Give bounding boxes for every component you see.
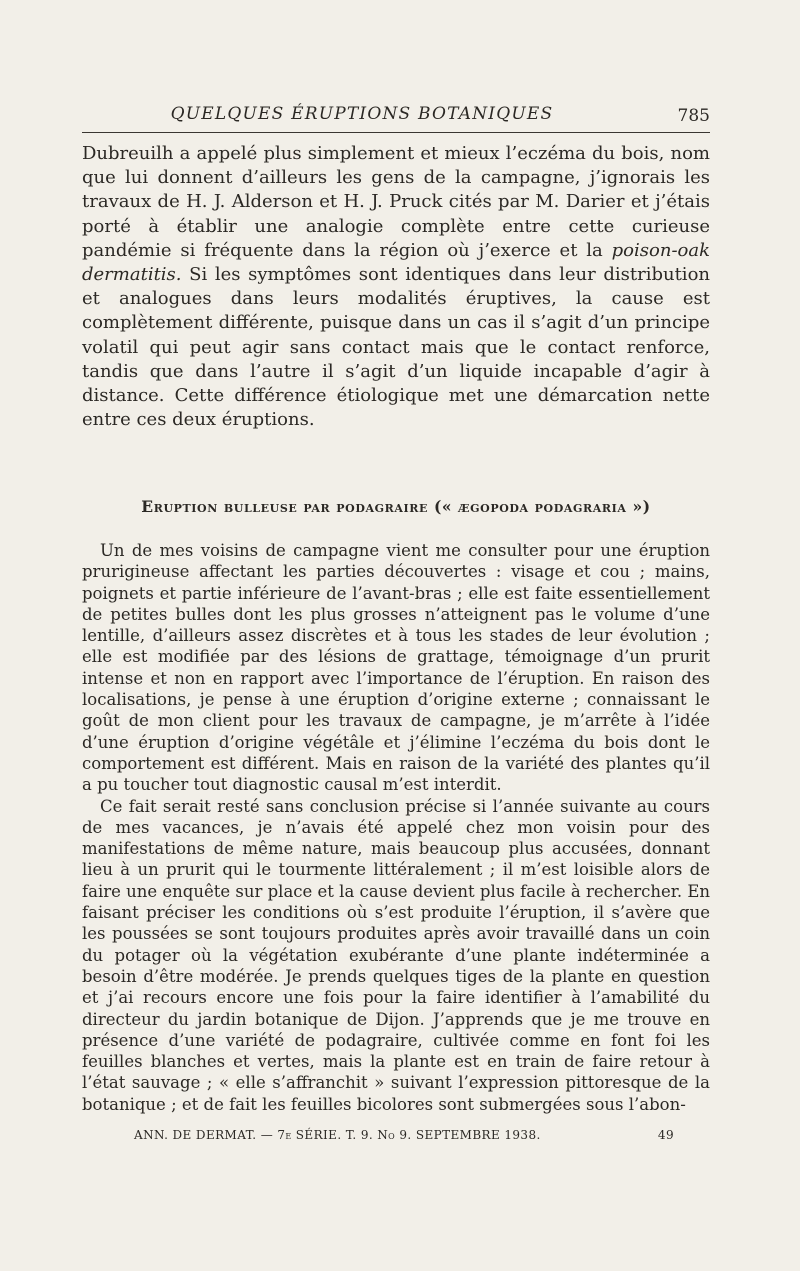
page-number: 785	[677, 106, 710, 126]
header-rule	[82, 132, 710, 133]
body-paragraph-2: Ce fait serait resté sans conclusion précise si l’année suivante au cours de mes vacances, je n’avais été appelé chez mon voisin pour des manifestations de même nature, mais beaucoup plus accusées, donnant lieu à un prurit qui le tourmente littéralement ; il m’est loisible alors de faire une enquête sur place et la cause devient plus facile à rechercher. En faisant préciser les conditions où s’est produite l’éruption, il s’avère que les poussées se sont toujours produites après avoir travaillé dans un coin du potager où la végétation exubérante d’une plante indéterminée a besoin d’être modérée. Je prends quelques tiges de la plante en question et j’ai recours encore une fois pour la faire identifier à l’amabilité du directeur du jardin botanique de Dijon. J’apprends que je me trouve en présence d’une variété de podagraire, cultivée comme en font foi les feuilles blanches et vertes, mais la plante est en train de faire retour à l’état sauvage ; « elle s’affranchit » suivant l’expression pittoresque de la botanique ; et de fait les feuilles bicolores sont submergées sous l’abon-	[82, 796, 710, 1114]
section-title: Eruption bulleuse par podagraire (« ægopoda podagraria »)	[141, 497, 651, 516]
paragraph-1-text-a: Dubreuilh a appelé plus simplement et mieux l’eczéma du bois, nom que lui donnent d’ailleurs les gens de la campagne, j’ignorais les travaux de H. J. Alderson et H. J. Pruck cités par M. Darier et j’étais porté à établir une analogie complète entre cette curieuse pandémie si fréquente dans la région où j’exerce et la	[82, 143, 710, 261]
paragraph-1	[82, 142, 710, 432]
footer-signature: 49	[657, 1128, 674, 1142]
section-body	[82, 540, 710, 1115]
paragraph-1-italic: poison-oak dermatitis.	[82, 239, 710, 286]
paragraph-1-text-b: Si les symptômes sont identiques dans leur distribution et analogues dans leurs modalités éruptives, la cause est complètement différente, puisque dans un cas il s’agit d’un principe volatil qui peut agir sans contact mais que le contact renforce, tandis que dans l’autre il s’agit d’un liquide incapable d’agir à distance. Cette différence étiologique met une démarcation nette entre ces deux éruptions.	[82, 264, 710, 431]
running-head	[82, 102, 710, 132]
running-title: QUELQUES ÉRUPTIONS BOTANIQUES	[170, 104, 554, 124]
footer-citation: ANN. DE DERMAT. — 7e SÉRIE. T. 9. No 9. SEPTEMBRE 1938.	[134, 1128, 541, 1142]
body-paragraph-1: Un de mes voisins de campagne vient me consulter pour une éruption prurigineuse affectant les parties découvertes : visage et cou ; mains, poignets et partie inférieure de l’avant-bras ; elle est faite essentiellement de petites bulles dont les plus grosses n’atteignent pas le volume d’une lentille, d’ailleurs assez discrètes et à tous les stades de leur évolution ; elle est modifiée par des lésions de grattage, témoignage d’un prurit intense et non en rapport avec l’importance de l’éruption. En raison des localisations, je pense à une éruption d’origine externe ; connaissant le goût de mon client pour les travaux de campagne, je m’arrête à l’idée d’une éruption d’origine végétâle et j’élimine l’eczéma du bois dont le comportement est différent. Mais en raison de la variété des plantes qu’il a pu toucher tout diagnostic causal m’est interdit.	[82, 541, 710, 795]
